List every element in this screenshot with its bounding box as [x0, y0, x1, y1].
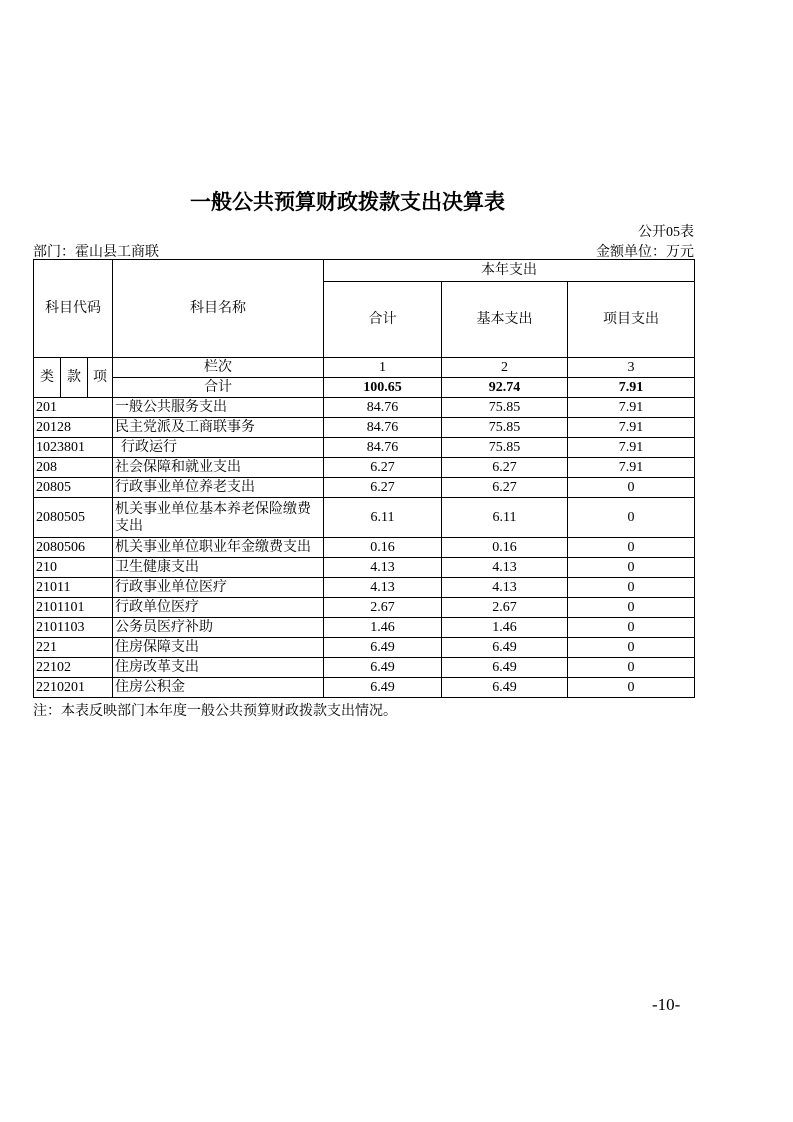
- name-cell: 社会保障和就业支出: [113, 458, 324, 478]
- totals-row: [34, 378, 695, 398]
- total-cell: 6.27: [324, 458, 442, 478]
- code-cell: 208: [34, 458, 113, 478]
- name-cell: 卫生健康支出: [113, 558, 324, 578]
- page-number: -10-: [652, 995, 681, 1014]
- basic-cell: 75.85: [442, 438, 568, 458]
- code-cell: 221: [34, 638, 113, 658]
- table-note: 注：本表反映部门本年度一般公共预算财政拨款支出情况。: [33, 704, 397, 719]
- table-row: [34, 538, 695, 558]
- table-row: [34, 618, 695, 638]
- table-row: [34, 458, 695, 478]
- table-row: [34, 418, 695, 438]
- form-number: 公开05表: [638, 225, 694, 240]
- totals-basic: 92.74: [442, 378, 568, 398]
- name-cell: 住房改革支出: [113, 658, 324, 678]
- column-number-row: [34, 358, 695, 378]
- basic-cell: 6.11: [442, 498, 568, 538]
- column-number-3: 3: [568, 358, 695, 378]
- total-cell: 6.49: [324, 678, 442, 698]
- basic-cell: 1.46: [442, 618, 568, 638]
- header-project: 项目支出: [568, 282, 695, 358]
- basic-cell: 2.67: [442, 598, 568, 618]
- header-current-year: 本年支出: [324, 260, 695, 282]
- total-cell: 84.76: [324, 438, 442, 458]
- project-cell: 0: [568, 538, 695, 558]
- totals-label: 合计: [113, 378, 324, 398]
- total-cell: 4.13: [324, 578, 442, 598]
- project-cell: 7.91: [568, 438, 695, 458]
- total-cell: 2.67: [324, 598, 442, 618]
- total-cell: 1.46: [324, 618, 442, 638]
- name-cell: 行政单位医疗: [113, 598, 324, 618]
- project-cell: 0: [568, 558, 695, 578]
- basic-cell: 6.49: [442, 658, 568, 678]
- column-number-1: 1: [324, 358, 442, 378]
- project-cell: 0: [568, 618, 695, 638]
- table-row: [34, 638, 695, 658]
- header-category: 类: [34, 358, 61, 398]
- page-title: 一般公共预算财政拨款支出决算表: [190, 190, 505, 214]
- table-row: [34, 658, 695, 678]
- name-cell: 民主党派及工商联事务: [113, 418, 324, 438]
- code-cell: 21011: [34, 578, 113, 598]
- basic-cell: 4.13: [442, 558, 568, 578]
- table-row: [34, 438, 695, 458]
- basic-cell: 0.16: [442, 538, 568, 558]
- basic-cell: 6.49: [442, 638, 568, 658]
- header-section: 款: [61, 358, 88, 398]
- totals-project: 7.91: [568, 378, 695, 398]
- total-cell: 6.49: [324, 658, 442, 678]
- table-row: [34, 398, 695, 418]
- project-cell: 0: [568, 598, 695, 618]
- total-cell: 84.76: [324, 418, 442, 438]
- total-cell: 84.76: [324, 398, 442, 418]
- project-cell: 0: [568, 478, 695, 498]
- name-cell: 行政运行: [113, 438, 324, 458]
- project-cell: 0: [568, 578, 695, 598]
- header-basic: 基本支出: [442, 282, 568, 358]
- code-cell: 22102: [34, 658, 113, 678]
- total-cell: 6.49: [324, 638, 442, 658]
- code-cell: 1023801: [34, 438, 113, 458]
- code-cell: 2101103: [34, 618, 113, 638]
- totals-total: 100.65: [324, 378, 442, 398]
- name-cell: 一般公共服务支出: [113, 398, 324, 418]
- header-code: 科目代码: [34, 260, 113, 358]
- basic-cell: 75.85: [442, 398, 568, 418]
- amount-unit-label: 金额单位：万元: [596, 245, 694, 260]
- table-row: [34, 478, 695, 498]
- project-cell: 0: [568, 678, 695, 698]
- project-cell: 0: [568, 498, 695, 538]
- header-row-1: [34, 260, 695, 282]
- code-cell: 20128: [34, 418, 113, 438]
- code-cell: 210: [34, 558, 113, 578]
- code-cell: 20805: [34, 478, 113, 498]
- column-number-2: 2: [442, 358, 568, 378]
- basic-cell: 6.27: [442, 458, 568, 478]
- header-total: 合计: [324, 282, 442, 358]
- column-number-label: 栏次: [113, 358, 324, 378]
- name-cell: 行政事业单位养老支出: [113, 478, 324, 498]
- total-cell: 6.11: [324, 498, 442, 538]
- code-cell: 2210201: [34, 678, 113, 698]
- table-row: [34, 498, 695, 538]
- project-cell: 0: [568, 658, 695, 678]
- total-cell: 0.16: [324, 538, 442, 558]
- name-cell: 公务员医疗补助: [113, 618, 324, 638]
- code-cell: 201: [34, 398, 113, 418]
- total-cell: 6.27: [324, 478, 442, 498]
- basic-cell: 6.27: [442, 478, 568, 498]
- basic-cell: 4.13: [442, 578, 568, 598]
- name-cell: 住房公积金: [113, 678, 324, 698]
- expenditure-table: [33, 259, 695, 698]
- table-row: [34, 558, 695, 578]
- total-cell: 4.13: [324, 558, 442, 578]
- header-name: 科目名称: [113, 260, 324, 358]
- name-cell: 机关事业单位职业年金缴费支出: [113, 538, 324, 558]
- header-item: 项: [88, 358, 113, 398]
- project-cell: 7.91: [568, 458, 695, 478]
- table-row: [34, 598, 695, 618]
- name-cell: 行政事业单位医疗: [113, 578, 324, 598]
- table-row: [34, 678, 695, 698]
- name-cell: 住房保障支出: [113, 638, 324, 658]
- code-cell: 2101101: [34, 598, 113, 618]
- name-cell: 机关事业单位基本养老保险缴费支出: [113, 498, 324, 538]
- project-cell: 0: [568, 638, 695, 658]
- code-cell: 2080506: [34, 538, 113, 558]
- code-cell: 2080505: [34, 498, 113, 538]
- project-cell: 7.91: [568, 398, 695, 418]
- basic-cell: 6.49: [442, 678, 568, 698]
- basic-cell: 75.85: [442, 418, 568, 438]
- department-label: 部门：霍山县工商联: [33, 245, 159, 260]
- table-row: [34, 578, 695, 598]
- project-cell: 7.91: [568, 418, 695, 438]
